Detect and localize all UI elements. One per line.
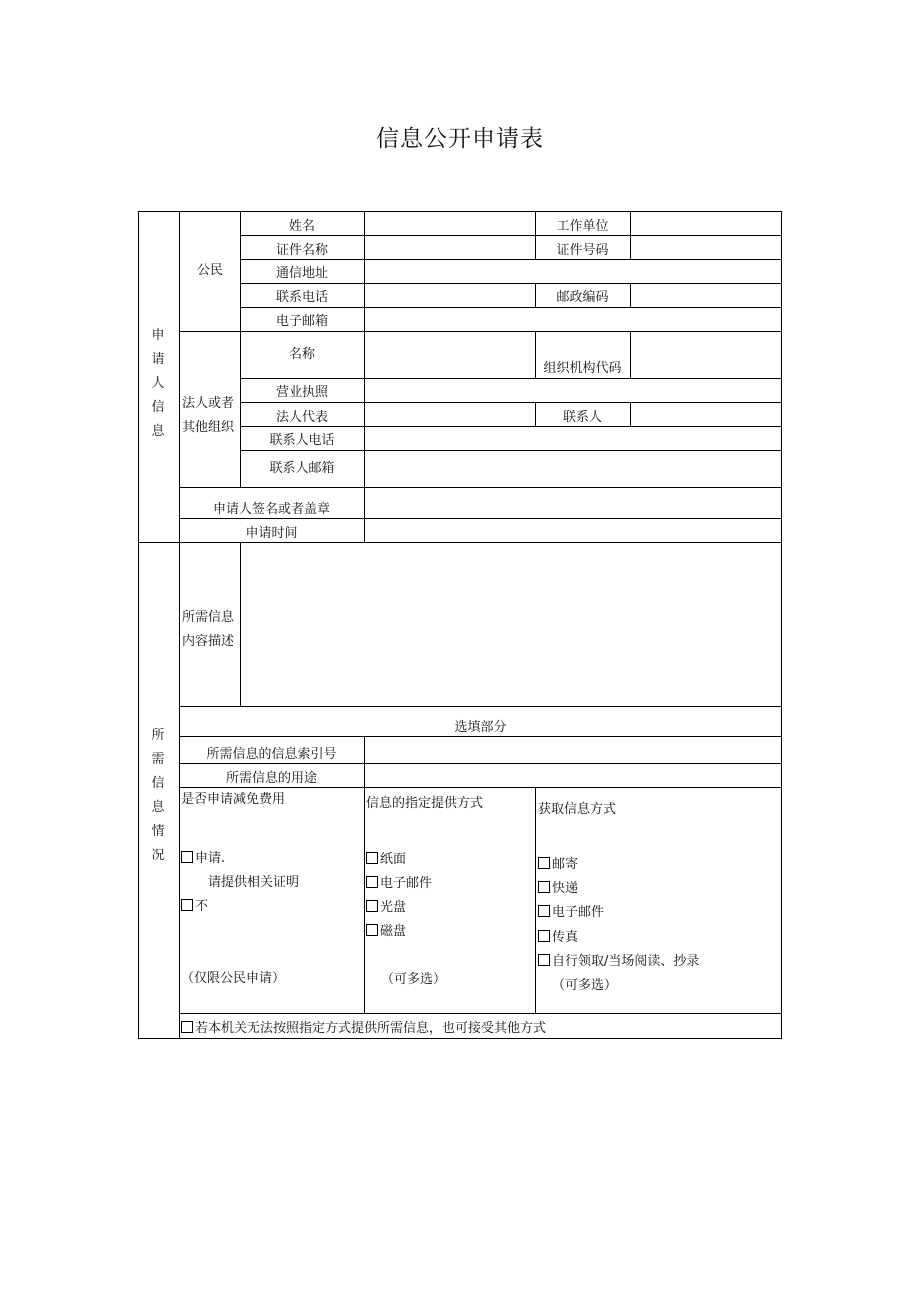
purpose-label: 所需信息的用途: [225, 771, 317, 786]
checkbox-icon[interactable]: [366, 876, 378, 888]
provide-option-paper[interactable]: [366, 852, 406, 868]
row-line: [240, 283, 782, 284]
provide-option-label: 光盘: [380, 900, 407, 915]
obtain-option-fax[interactable]: [538, 930, 578, 946]
obtain-option-label: 电子邮件: [552, 905, 605, 920]
fee-no-option[interactable]: [181, 899, 208, 915]
section-info-text: 所 需 信 息 情 况: [151, 728, 165, 863]
provide-option-label: 纸面: [380, 852, 407, 867]
checkbox-icon[interactable]: [366, 924, 378, 936]
obtain-option-label: 邮寄: [552, 857, 579, 872]
provide-option-email[interactable]: [366, 876, 432, 892]
license-label: 营业执照: [275, 385, 328, 400]
contact-phone-label: 联系人电话: [269, 433, 335, 448]
fee-note: （仅限公民申请）: [181, 971, 286, 986]
col-divider-section: [179, 211, 180, 1039]
fee-waiver-heading: 是否申请减免费用: [181, 792, 286, 807]
provide-heading: 信息的指定提供方式: [366, 796, 484, 811]
signature-label: 申请人签名或者盖章: [212, 502, 330, 517]
fee-no-text: 不: [195, 899, 209, 914]
fee-apply-text: 申请.: [195, 851, 226, 866]
org-name-label: 名称: [288, 347, 315, 362]
col-divider-mid-8: [630, 402, 631, 426]
fee-apply-option[interactable]: [181, 851, 225, 867]
index-no-label: 所需信息的信息索引号: [206, 747, 337, 762]
row-line: [179, 763, 782, 764]
row-line: [179, 487, 782, 488]
obtain-option-mail[interactable]: [538, 857, 578, 873]
provide-option-cd[interactable]: [366, 900, 406, 916]
row-line: [179, 518, 782, 519]
checkbox-icon[interactable]: [538, 857, 550, 869]
section-applicant-label: [148, 324, 168, 444]
row-line: [240, 378, 782, 379]
col-divider-mid-4: [630, 283, 631, 307]
row-line: [240, 259, 782, 260]
section-applicant-text: 申 请 人 信 息: [151, 328, 165, 439]
checkbox-icon[interactable]: [181, 851, 193, 863]
checkbox-icon[interactable]: [538, 954, 550, 966]
legal-rep-label: 法人代表: [275, 410, 328, 425]
table-border-left: [138, 211, 139, 1039]
obtain-heading: 获取信息方式: [538, 802, 617, 817]
id-type-label: 证件名称: [275, 243, 328, 258]
row-line: [240, 235, 782, 236]
provide-note: （可多选）: [381, 972, 447, 987]
col-divider-options-2: [535, 787, 536, 1013]
provide-option-label: 电子邮件: [380, 876, 433, 891]
row-line: [179, 736, 782, 737]
desc-label: 所需信息 内容描述: [182, 610, 235, 649]
phone-label: 联系电话: [275, 290, 328, 305]
fee-proof-text: 请提供相关证明: [208, 875, 300, 890]
obtain-option-self-pickup[interactable]: [538, 954, 699, 970]
work-unit-label: 工作单位: [556, 219, 609, 234]
obtain-option-label: 自行领取/当场阅读、抄录: [552, 954, 700, 969]
obtain-option-label: 快递: [552, 881, 579, 896]
provide-option-label: 磁盘: [380, 924, 407, 939]
row-line: [240, 307, 782, 308]
obtain-note: （可多选）: [552, 978, 618, 993]
obtain-option-label: 传真: [552, 930, 579, 945]
accept-other-text: 若本机关无法按照指定方式提供所需信息，也可接受其他方式: [195, 1021, 547, 1036]
org-group-label: 法人或者 其他组织: [182, 396, 235, 435]
org-code-label: 组织机构代码: [543, 361, 622, 376]
checkbox-icon[interactable]: [366, 852, 378, 864]
email-label: 电子邮箱: [275, 314, 328, 329]
table-border-right: [781, 211, 782, 1039]
obtain-option-email[interactable]: [538, 905, 604, 921]
postal-code-label: 邮政编码: [556, 290, 609, 305]
table-border-bottom: [138, 1038, 782, 1039]
section-info-label: [148, 724, 168, 868]
checkbox-icon[interactable]: [538, 881, 550, 893]
obtain-option-express[interactable]: [538, 881, 578, 897]
col-divider-options-1: [364, 736, 365, 1013]
checkbox-icon[interactable]: [366, 900, 378, 912]
checkbox-icon[interactable]: [181, 899, 193, 911]
contact-email-label: 联系人邮箱: [269, 461, 335, 476]
checkbox-icon[interactable]: [181, 1021, 193, 1033]
contact-label: 联系人: [562, 410, 602, 425]
row-line: [179, 331, 782, 332]
page-title: 信息公开申请表: [376, 126, 544, 152]
accept-other-option[interactable]: [181, 1021, 546, 1037]
row-line: [240, 426, 782, 427]
table-border-top: [138, 211, 782, 212]
name-label: 姓名: [288, 219, 315, 234]
row-line: [179, 787, 782, 788]
address-label: 通信地址: [275, 266, 328, 281]
row-line: [240, 450, 782, 451]
row-line: [179, 1013, 782, 1014]
id-number-label: 证件号码: [556, 243, 609, 258]
apply-time-label: 申请时间: [245, 526, 298, 541]
citizen-group-label: 公民: [196, 263, 223, 278]
row-line: [240, 402, 782, 403]
row-line: [179, 706, 782, 707]
checkbox-icon[interactable]: [538, 905, 550, 917]
col-divider-value: [364, 211, 365, 542]
provide-option-disk[interactable]: [366, 924, 406, 940]
optional-label: 选填部分: [454, 720, 507, 735]
checkbox-icon[interactable]: [538, 930, 550, 942]
col-divider-desc: [240, 542, 241, 706]
row-divider-section: [138, 542, 782, 543]
col-divider-mid-6: [630, 331, 631, 378]
